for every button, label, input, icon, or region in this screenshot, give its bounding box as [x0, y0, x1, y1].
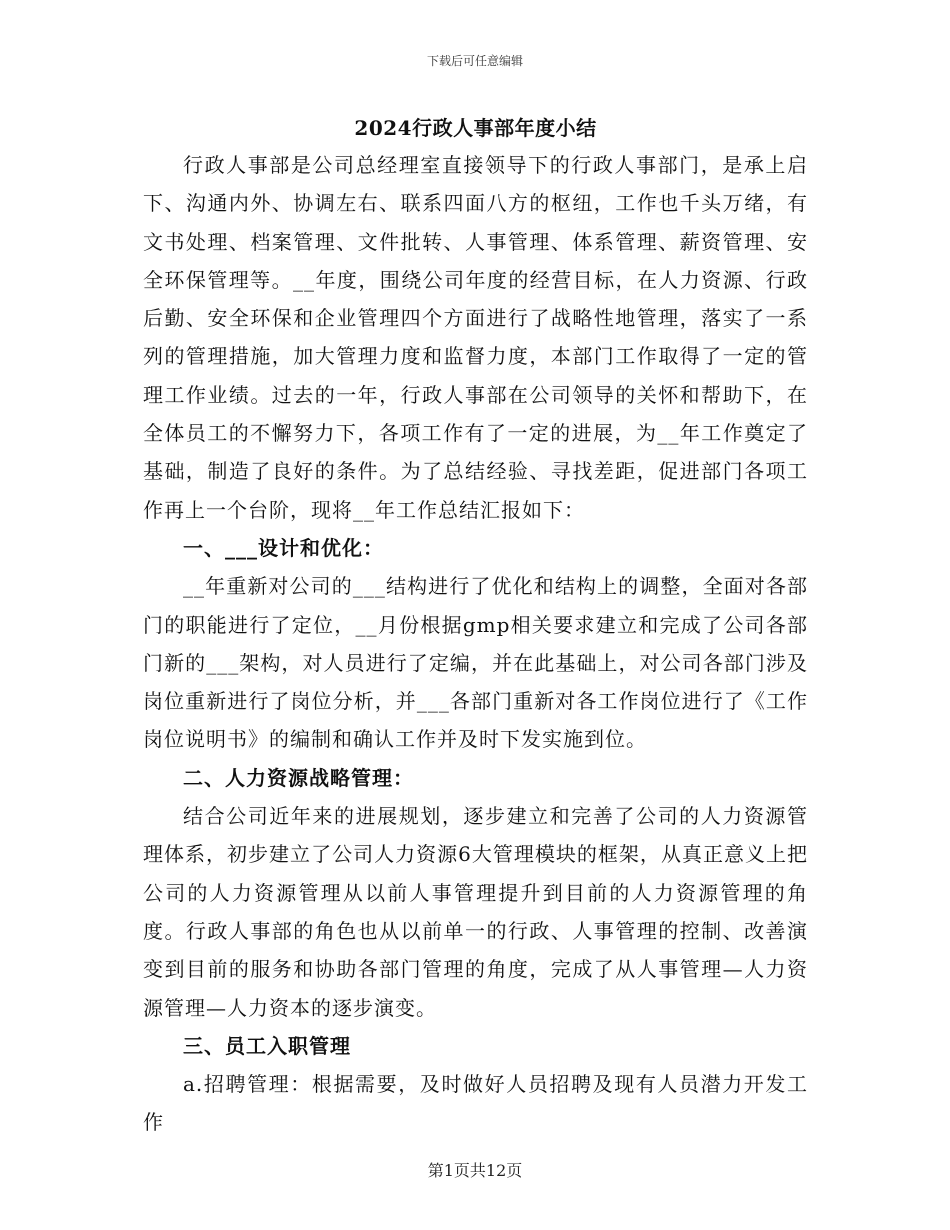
header-note: 下载后可任意编辑	[426, 54, 523, 68]
page-number: 第1页共12页	[427, 1161, 523, 1180]
document-body	[143, 110, 808, 1142]
document-title: 2024行政人事部年度小结	[354, 116, 597, 140]
section-2-paragraph: 结合公司近年来的进展规划，逐步建立和完善了公司的人力资源管理体系，初步建立了公司人力资源6大管理模块的框架，从真正意义上把公司的人力资源管理从以前人事管理提升到目前的人力资源管理的角度。行政人事部的角色也从以前单一的行政、人事管理的控制、改善演变到目前的服务和协助各部门管理的角度，完成了从人事管理—人力资源管理—人力资本的逐步演变。	[143, 804, 808, 1020]
section-1-paragraph: __年重新对公司的___结构进行了优化和结构上的调整，全面对各部门的职能进行了定位，__月份根据gmp相关要求建立和完成了公司各部门新的___架构，对人员进行了定编，并在此基础上，对公司各部门涉及岗位重新进行了岗位分析，并___各部门重新对各工作岗位进行了《工作岗位说明书》的编制和确认工作并及时下发实施到位。	[143, 574, 808, 752]
section-3-heading: 三、员工入职管理	[183, 1033, 351, 1058]
section-3-paragraph: a.招聘管理：根据需要，及时做好人员招聘及现有人员潜力开发工作	[143, 1072, 808, 1135]
section-1-heading: 一、___设计和优化：	[183, 535, 384, 560]
intro-paragraph: 行政人事部是公司总经理室直接领导下的行政人事部门，是承上启下、沟通内外、协调左右、联系四面八方的枢纽，工作也千头万绪，有文书处理、档案管理、文件批转、人事管理、体系管理、薪资管理、安全环保管理等。__年度，围绕公司年度的经营目标，在人力资源、行政后勤、安全环保和企业管理四个方面进行了战略性地管理，落实了一系列的管理措施，加大管理力度和监督力度，本部门工作取得了一定的管理工作业绩。过去的一年，行政人事部在公司领导的关怀和帮助下，在全体员工的不懈努力下，各项工作有了一定的进展，为__年工作奠定了基础，制造了良好的条件。为了总结经验、寻找差距，促进部门各项工作再上一个台阶，现将__年工作总结汇报如下：	[143, 153, 808, 522]
section-2-heading: 二、人力资源战略管理：	[183, 765, 414, 790]
